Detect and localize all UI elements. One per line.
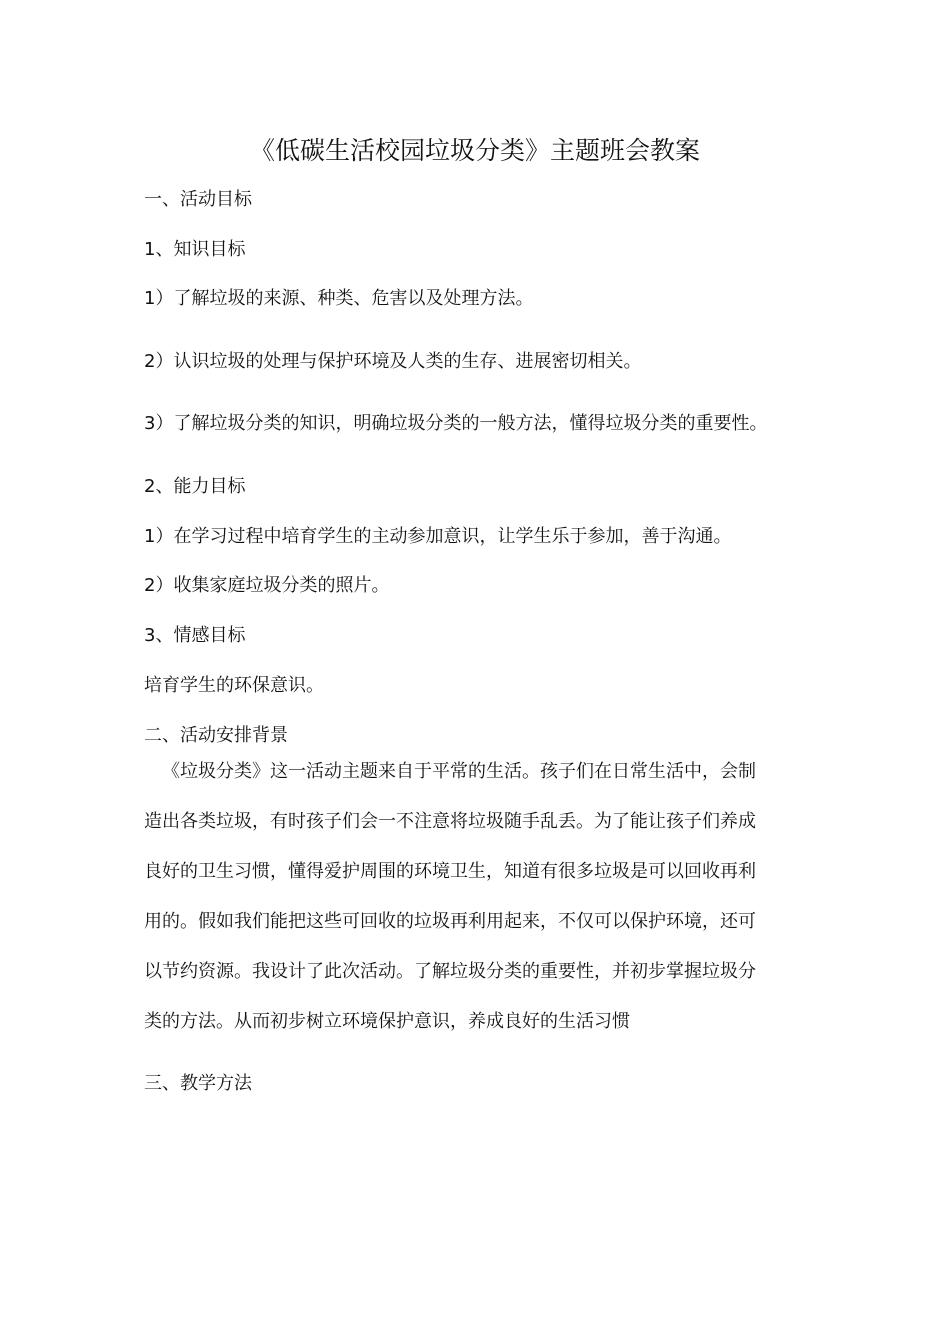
paragraph-line: 造出各类垃圾，有时孩子们会一不注意将垃圾随手乱丢。为了能让孩子们养成 bbox=[144, 811, 756, 832]
section-heading-methods: 三、教学方法 bbox=[144, 1073, 252, 1094]
subheading-knowledge: 1、知识目标 bbox=[144, 239, 246, 260]
document-title: 《低碳生活校园垃圾分类》主题班会教案 bbox=[249, 136, 700, 165]
paragraph-line: 用的。假如我们能把这些可回收的垃圾再利用起来，不仅可以保护环境，还可 bbox=[144, 911, 756, 932]
paragraph-line: 良好的卫生习惯，懂得爱护周围的环境卫生，知道有很多垃圾是可以回收再利 bbox=[144, 861, 756, 882]
list-item: 3）了解垃圾分类的知识，明确垃圾分类的一般方法，懂得垃圾分类的重要性。 bbox=[144, 413, 768, 434]
emotion-text: 培育学生的环保意识。 bbox=[144, 675, 324, 696]
list-item: 2）收集家庭垃圾分类的照片。 bbox=[144, 575, 390, 596]
section-heading-background: 二、活动安排背景 bbox=[144, 725, 288, 746]
paragraph-line: 《垃圾分类》这一活动主题来自于平常的生活。孩子们在日常生活中，会制 bbox=[162, 761, 756, 782]
list-item: 2）认识垃圾的处理与保护环境及人类的生存、进展密切相关。 bbox=[144, 351, 642, 372]
subheading-ability: 2、能力目标 bbox=[144, 476, 246, 497]
subheading-emotion: 3、情感目标 bbox=[144, 625, 246, 646]
paragraph-line: 以节约资源。我设计了此次活动。了解垃圾分类的重要性，并初步掌握垃圾分 bbox=[144, 961, 756, 982]
background-paragraph bbox=[144, 747, 804, 1047]
list-item: 1）在学习过程中培育学生的主动参加意识，让学生乐于参加，善于沟通。 bbox=[144, 526, 732, 547]
section-heading-objectives: 一、活动目标 bbox=[144, 189, 252, 210]
list-item: 1）了解垃圾的来源、种类、危害以及处理方法。 bbox=[144, 288, 534, 309]
paragraph-line: 类的方法。从而初步树立环境保护意识，养成良好的生活习惯 bbox=[144, 1011, 630, 1032]
